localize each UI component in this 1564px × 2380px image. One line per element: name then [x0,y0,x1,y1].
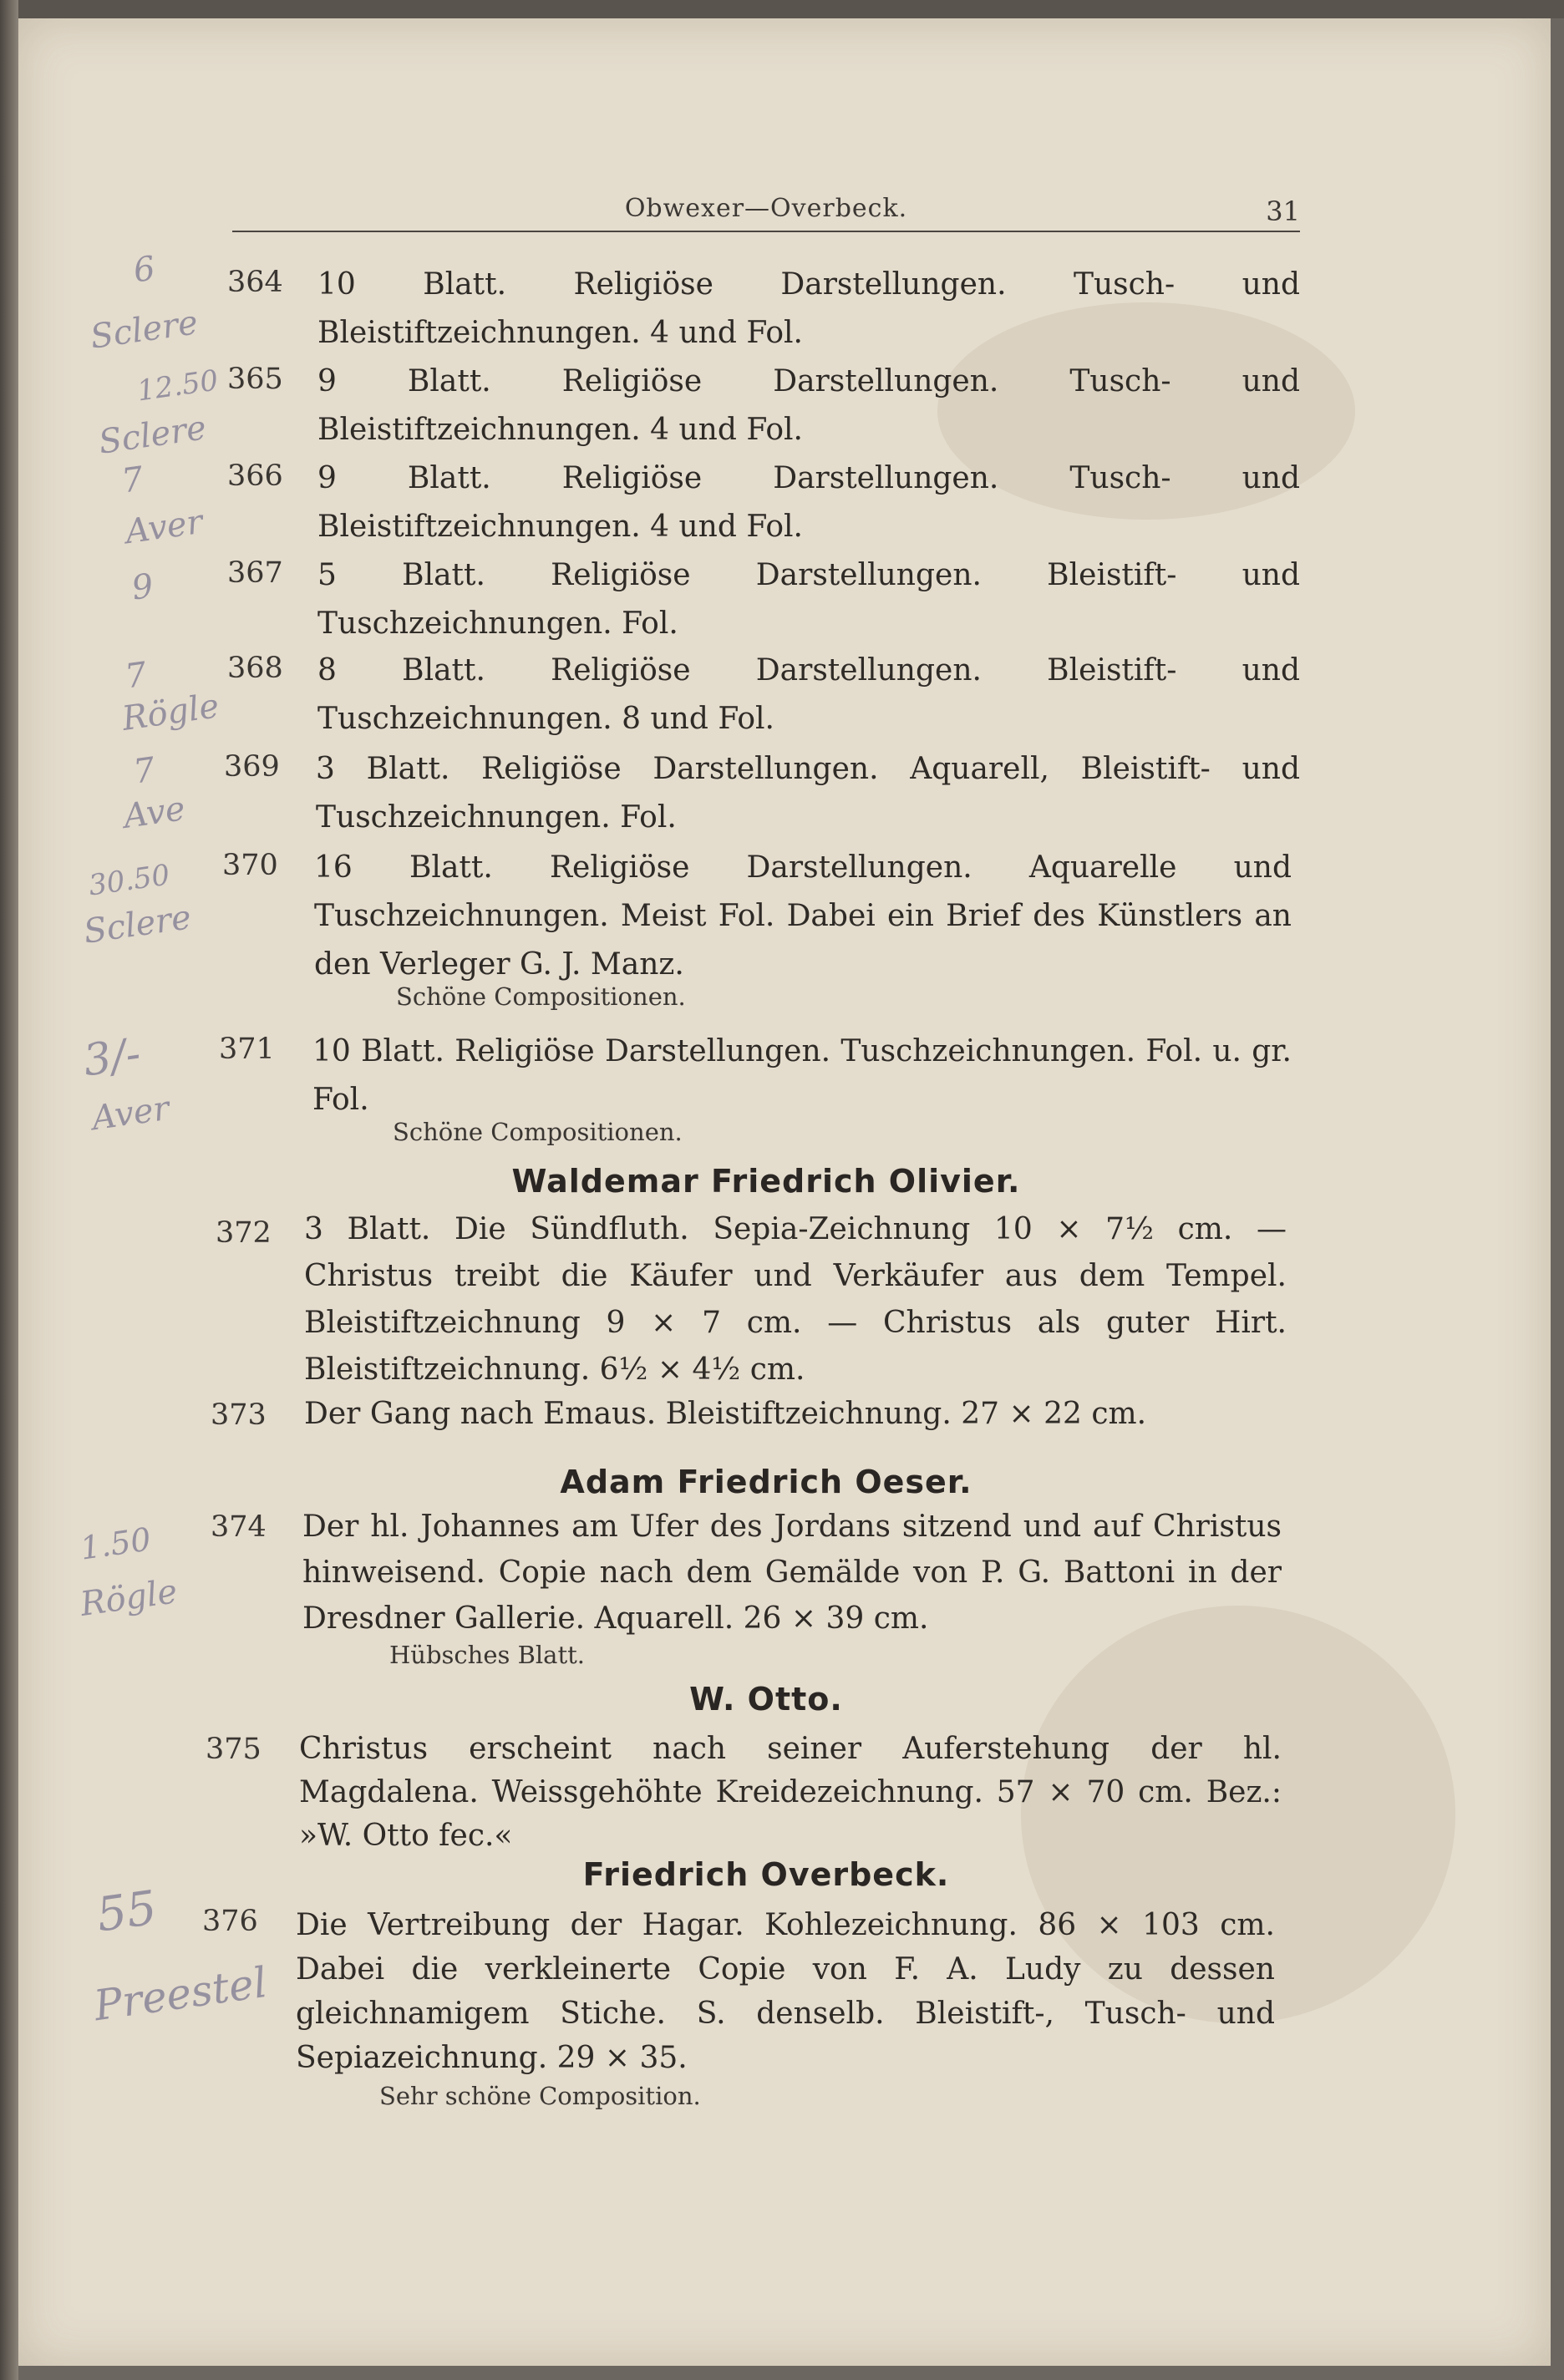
handwritten-note: Sclere [88,303,201,357]
handwritten-note: 12.50 [135,363,221,409]
handwritten-note: 7 [130,750,158,792]
entry-text: Die Vertreibung der Hagar. Kohlezeichnung. 86 × 103 cm. Dabei die verkleinerte Copie von F. A. Ludy zu dessen gleichnamigem Stiche. S. denselb. Bleistift-, Tusch- und Sepiazeichnung. 29 × 35. [296,1908,1275,2075]
entry-number: 367 [227,556,283,590]
handwritten-note: 3/- [80,1028,145,1087]
entry-text: 9 Blatt. Religiöse Darstellungen. Tusch- und Bleistiftzeichnungen. 4 und Fol. [317,364,1300,447]
entry-remark: Schöne Compositionen. [393,1118,683,1146]
handwritten-note: Rögle [119,687,221,738]
artist-heading: Adam Friedrich Oeser. [560,1464,972,1500]
artist-heading: Friedrich Overbeck. [582,1856,950,1893]
handwritten-note: Sclere [96,409,209,462]
entry-number: 369 [224,750,280,784]
entry-text: 8 Blatt. Religiöse Darstellungen. Bleistift- und Tuschzeichnungen. 8 und Fol. [317,653,1300,736]
entry-number: 372 [216,1216,272,1250]
handwritten-note: Aver [89,1089,172,1139]
entry-text: 16 Blatt. Religiöse Darstellungen. Aquarelle und Tuschzeichnungen. Meist Fol. Dabei ein Brief des Künstlers an den Verleger G. J. Manz. [314,850,1292,982]
entry-remark: Sehr schöne Composition. [379,2082,701,2110]
entry-number: 366 [227,459,283,493]
entry-number: 374 [211,1510,267,1544]
entry-text: 10 Blatt. Religiöse Darstellungen. Tuschzeichnungen. Fol. u. gr. Fol. [312,1034,1292,1117]
handwritten-note: 9 [129,566,156,608]
scan-top-edge [0,0,1564,18]
handwritten-note: 55 [93,1880,160,1943]
entry-number: 365 [227,363,283,396]
entry-text: Christus erscheint nach seiner Auferstehung der hl. Magdalena. Weissgehöhte Kreidezeichnung. 57 × 70 cm. Bez.: »W. Otto fec.« [299,1732,1282,1853]
entry-number: 373 [211,1398,267,1432]
entry-number: 370 [222,849,278,882]
entry-text: Der Gang nach Emaus. Bleistiftzeichnung. 27 × 22 cm. [304,1397,1147,1431]
page-number: 31 [1266,195,1300,227]
entry-number: 368 [227,652,283,685]
entry-text: 9 Blatt. Religiöse Darstellungen. Tusch- und Bleistiftzeichnungen. 4 und Fol. [317,461,1300,544]
entry-text: 10 Blatt. Religiöse Darstellungen. Tusch- und Bleistiftzeichnungen. 4 und Fol. [317,267,1300,350]
handwritten-note: Rögle [78,1572,180,1624]
handwritten-note: 6 [130,249,158,291]
handwritten-note: Preestel [90,1957,271,2031]
entry-number: 376 [202,1905,258,1938]
entry-text: 5 Blatt. Religiöse Darstellungen. Bleistift- und Tuschzeichnungen. Fol. [317,558,1300,641]
handwritten-note: Aver [123,502,206,552]
entry-remark: Hübsches Blatt. [389,1641,585,1669]
handwritten-note: 1.50 [78,1520,154,1567]
handwritten-note: 7 [122,655,150,697]
handwritten-note: Ave [121,789,188,836]
artist-heading: Waldemar Friedrich Olivier. [511,1163,1021,1200]
book-spine-edge [0,0,18,2380]
entry-number: 375 [206,1733,262,1766]
entry-remark: Schöne Compositionen. [396,982,686,1011]
entry-text: Der hl. Johannes am Ufer des Jordans sitzend und auf Christus hinweisend. Copie nach dem Gemälde von P. G. Battoni in der Dresdner Gallerie. Aquarell. 26 × 39 cm. [302,1510,1282,1636]
artist-heading: W. Otto. [689,1681,843,1718]
handwritten-note: 7 [119,459,146,501]
entry-text: 3 Blatt. Die Sündfluth. Sepia-Zeichnung 10 × 7½ cm. — Christus treibt die Käufer und Verkäufer aus dem Tempel. Bleistiftzeichnung 9 × 7 cm. — Christus als guter Hirt. Bleistiftzeichnung. 6½ × 4½ cm. [304,1212,1287,1387]
running-title: Obwexer—Overbeck. [624,194,908,223]
entry-text: 3 Blatt. Religiöse Darstellungen. Aquarell, Bleistift- und Tuschzeichnungen. Fol. [316,752,1300,835]
entry-number: 364 [227,266,283,299]
handwritten-note: 30.50 [86,858,172,903]
handwritten-note: Sclere [81,898,194,951]
page-header [232,190,1300,232]
entry-number: 371 [219,1033,275,1066]
